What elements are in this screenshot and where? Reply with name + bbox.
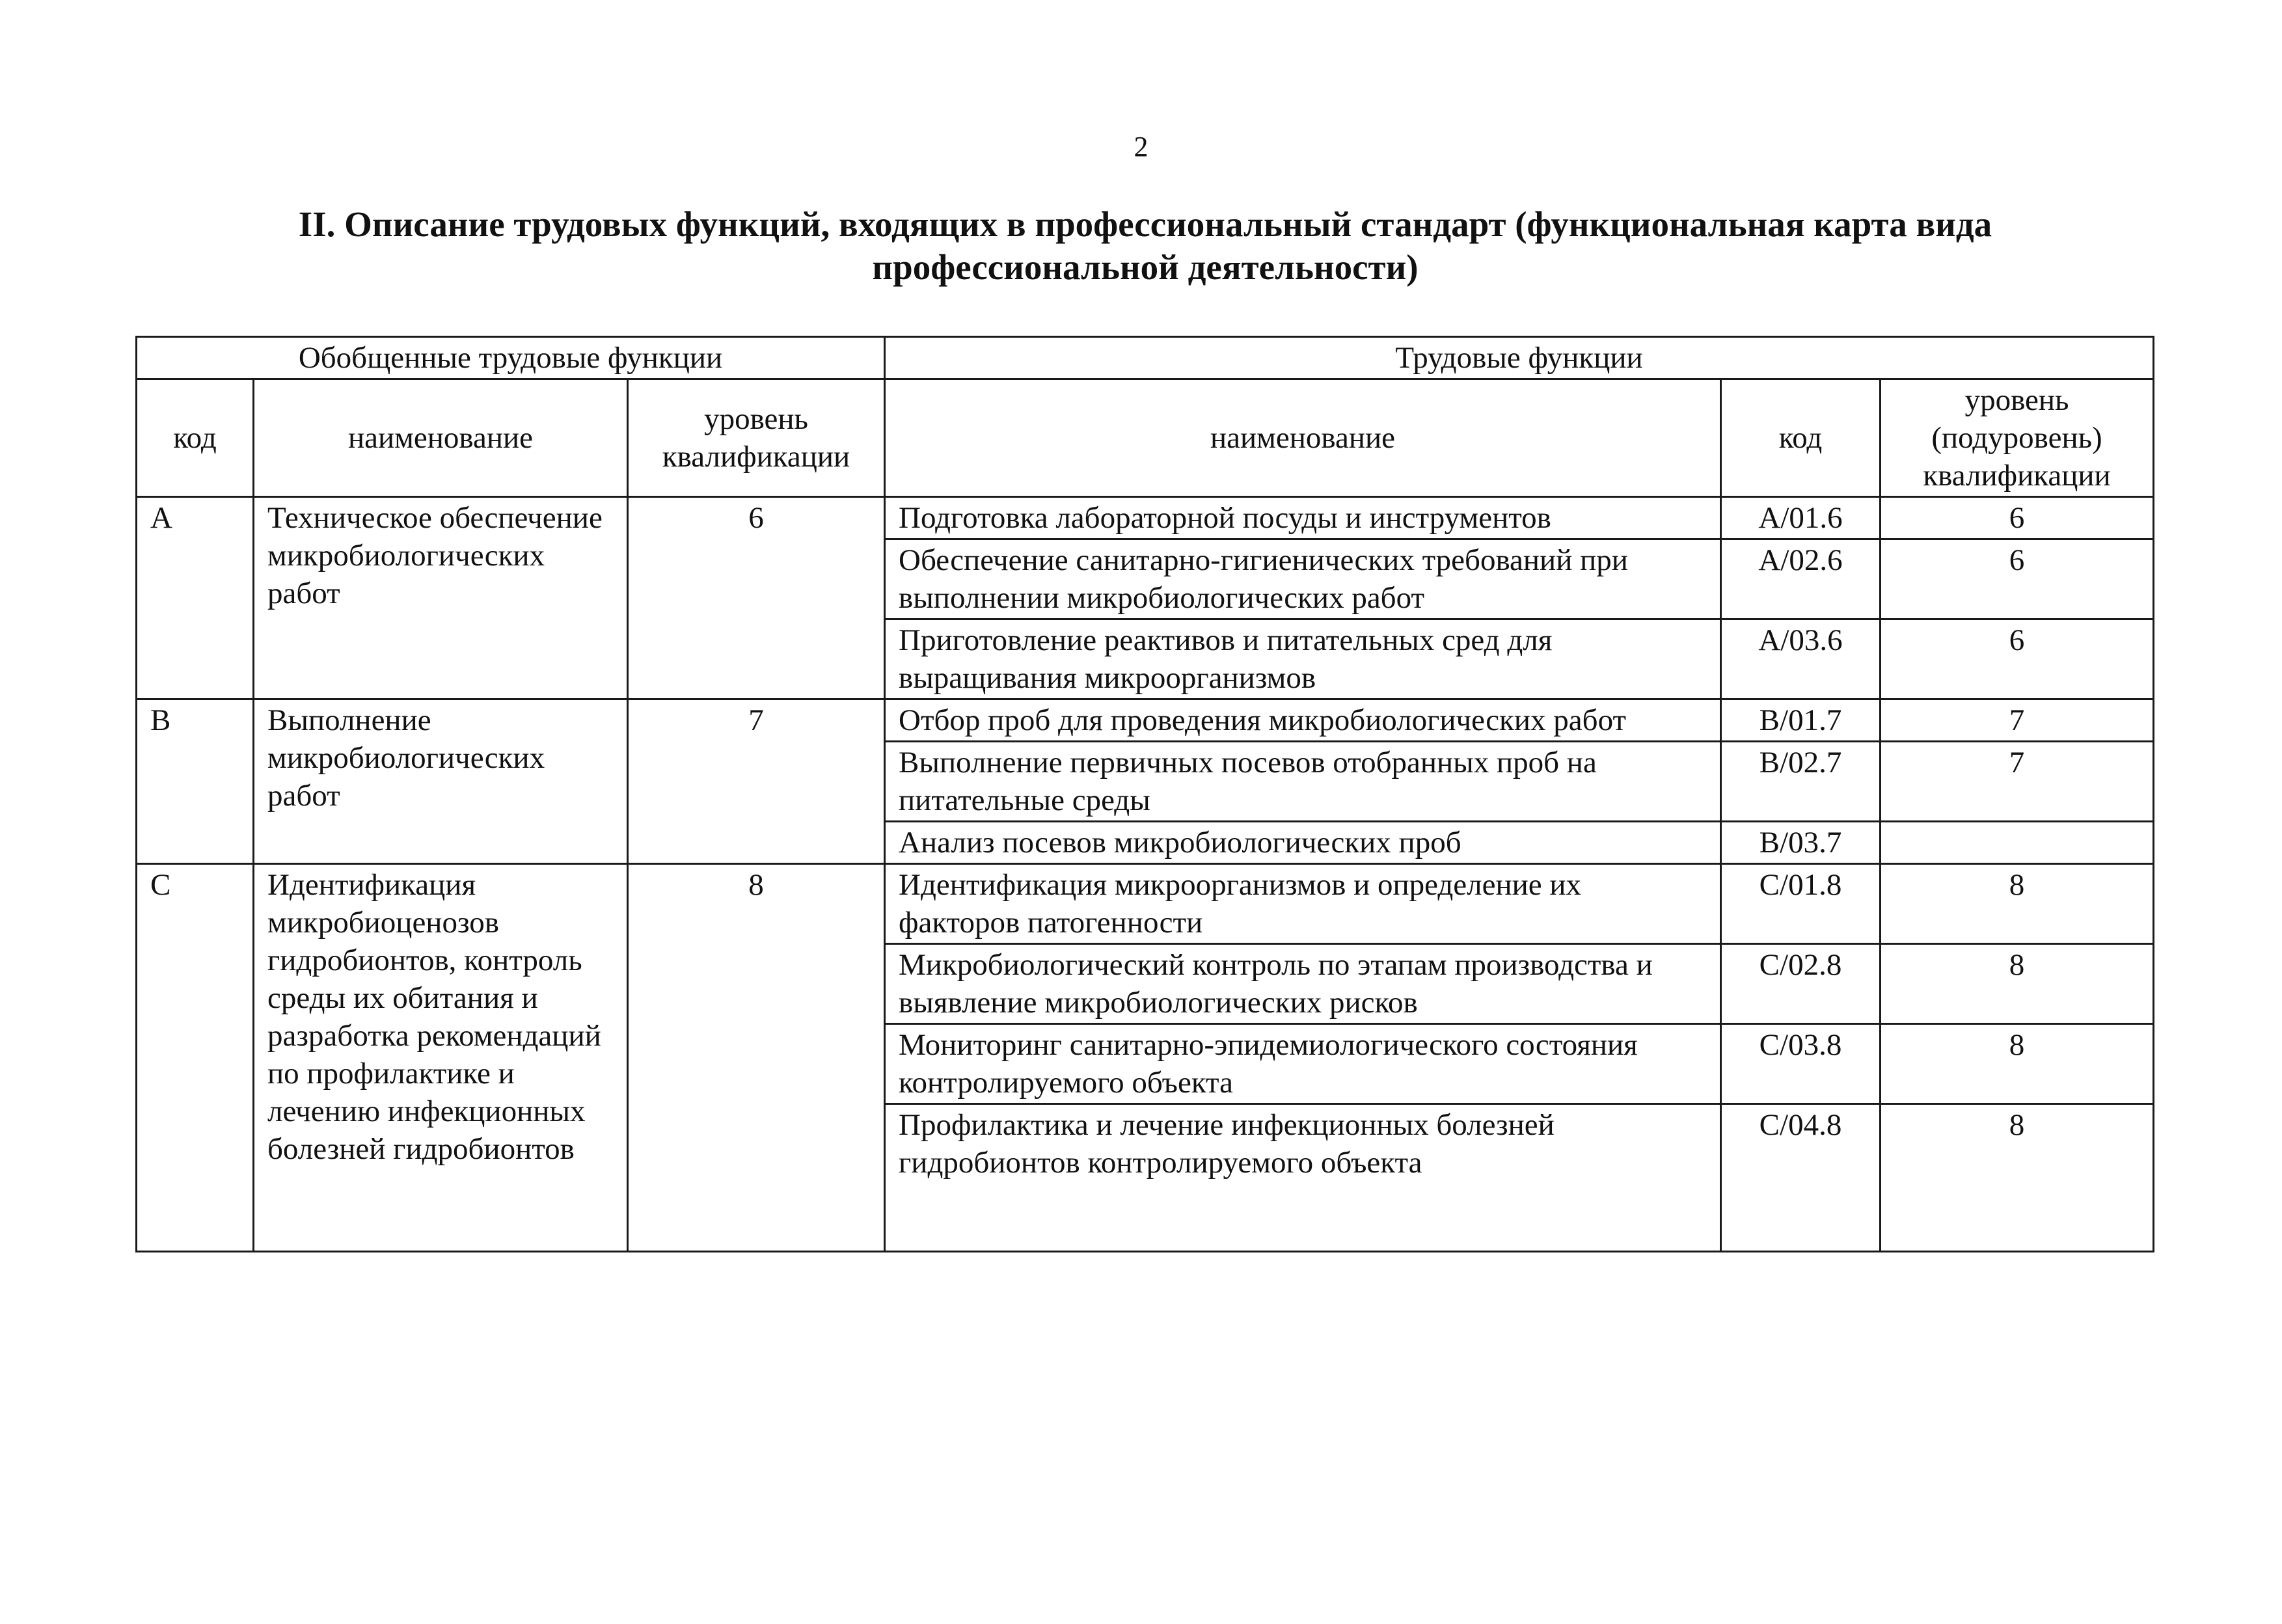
tf-code-cell: B/01.7 — [1721, 699, 1881, 742]
tf-code-cell: B/02.7 — [1721, 742, 1881, 822]
functional-map-table — [135, 336, 2154, 1252]
tf-code-cell: B/03.7 — [1721, 822, 1881, 864]
group-header-row — [137, 337, 2154, 379]
gen-name-cell: Техническое обеспечение микробиологических работ — [254, 497, 628, 699]
tf-name-cell: Отбор проб для проведения микробиологических работ — [885, 699, 1721, 742]
gen-level-cell: 8 — [628, 864, 885, 1252]
tf-code-cell: C/04.8 — [1721, 1104, 1881, 1252]
tf-code-cell: A/02.6 — [1721, 539, 1881, 619]
col-header-tf-name: наименование — [885, 379, 1721, 497]
tf-level-cell: 8 — [1881, 944, 2154, 1024]
col-header-gen-level: уровень квалификации — [628, 379, 885, 497]
tf-name-cell: Профилактика и лечение инфекционных болезней гидробионтов контролируемого объекта — [885, 1104, 1721, 1252]
tf-level-cell: 8 — [1881, 1104, 2154, 1252]
tf-name-cell: Приготовление реактивов и питательных сред для выращивания микроорганизмов — [885, 619, 1721, 699]
tf-code-cell: A/01.6 — [1721, 497, 1881, 539]
tf-code-cell: C/02.8 — [1721, 944, 1881, 1024]
col-header-gen-name: наименование — [254, 379, 628, 497]
tf-name-cell: Анализ посевов микробиологических проб — [885, 822, 1721, 864]
tf-name-cell: Мониторинг санитарно-эпидемиологического состояния контролируемого объекта — [885, 1024, 1721, 1104]
tf-code-cell: A/03.6 — [1721, 619, 1881, 699]
tf-code-cell: C/03.8 — [1721, 1024, 1881, 1104]
tf-level-cell: 7 — [1881, 742, 2154, 822]
tf-level-cell: 7 — [1881, 699, 2154, 742]
tf-level-cell: 6 — [1881, 497, 2154, 539]
header-generalized-functions: Обобщенные трудовые функции — [137, 337, 885, 379]
tf-name-cell: Идентификация микроорганизмов и определение их факторов патогенности — [885, 864, 1721, 944]
col-header-gen-code: код — [137, 379, 254, 497]
gen-name-cell: Идентификация микробиоценозов гидробионтов, контроль среды их обитания и разработка рекомендаций по профилактике и лечению инфекционных болезней гидробионтов — [254, 864, 628, 1252]
header-labor-functions: Трудовые функции — [885, 337, 2154, 379]
col-header-tf-code: код — [1721, 379, 1881, 497]
tf-level-cell — [1881, 822, 2154, 864]
tf-level-cell: 6 — [1881, 539, 2154, 619]
gen-level-cell: 6 — [628, 497, 885, 699]
section-title: II. Описание трудовых функций, входящих в профессиональный стандарт (функциональная карта вида профессиональной деятельности) — [298, 204, 1992, 287]
page-number: 2 — [1134, 131, 1148, 163]
gen-code-cell: B — [137, 699, 254, 864]
tf-name-cell: Микробиологический контроль по этапам производства и выявление микробиологических рисков — [885, 944, 1721, 1024]
table-row — [137, 699, 2154, 742]
gen-code-cell: A — [137, 497, 254, 699]
tf-name-cell: Обеспечение санитарно-гигиенических требований при выполнении микробиологических работ — [885, 539, 1721, 619]
gen-level-cell: 7 — [628, 699, 885, 864]
table-row — [137, 497, 2154, 539]
column-header-row — [137, 379, 2154, 497]
gen-name-cell: Выполнение микробиологических работ — [254, 699, 628, 864]
col-header-tf-level: уровень (подуровень) квалификации — [1881, 379, 2154, 497]
gen-code-cell: C — [137, 864, 254, 1252]
tf-name-cell: Выполнение первичных посевов отобранных проб на питательные среды — [885, 742, 1721, 822]
tf-level-cell: 6 — [1881, 619, 2154, 699]
tf-level-cell: 8 — [1881, 1024, 2154, 1104]
table-row — [137, 864, 2154, 944]
tf-name-cell: Подготовка лабораторной посуды и инструментов — [885, 497, 1721, 539]
tf-level-cell: 8 — [1881, 864, 2154, 944]
tf-code-cell: C/01.8 — [1721, 864, 1881, 944]
